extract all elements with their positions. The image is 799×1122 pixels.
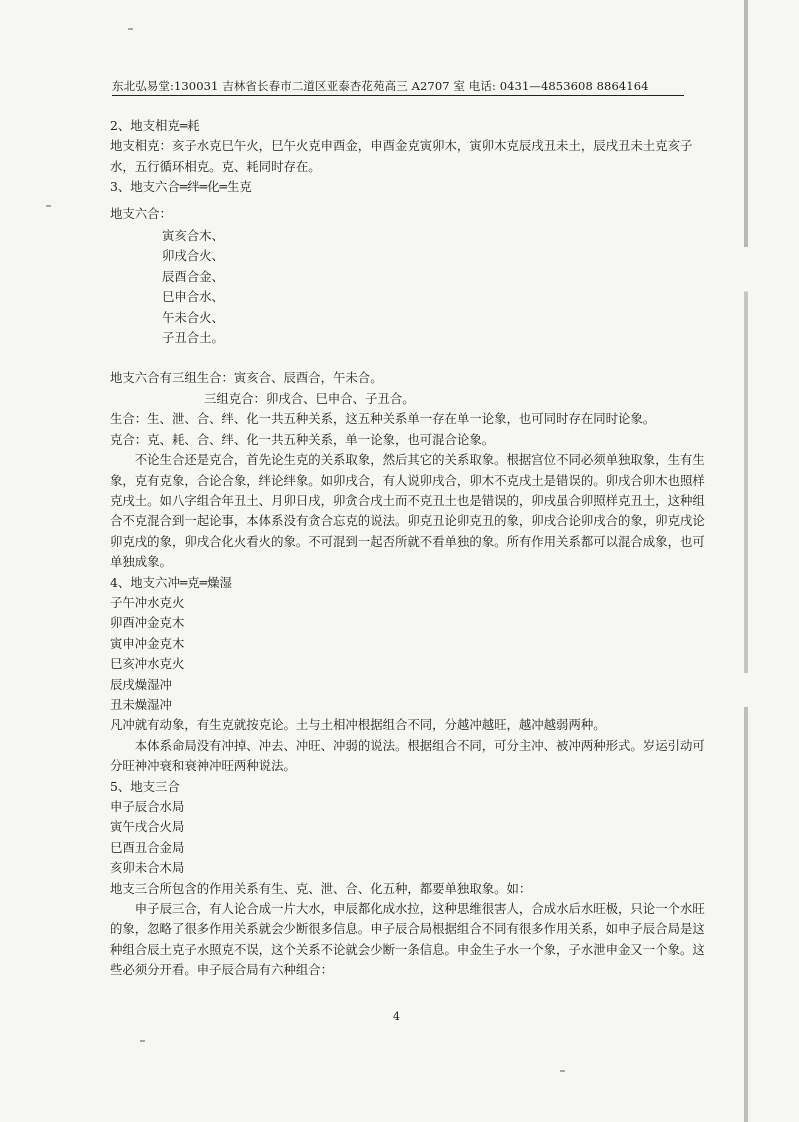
list-item: 寅午戌合火局: [110, 819, 185, 835]
section-3-paragraph: 地支六合有三组生合：寅亥合、辰酉合，午未合。: [110, 370, 383, 386]
list-item: 卯酉冲金克木: [110, 615, 185, 631]
list-item: 卯戌合火、: [162, 248, 224, 264]
list-item: 子午冲水克火: [110, 594, 185, 610]
section-4-paragraph: 凡冲就有动象，有生克就按克论。土与土相冲根据组合不同，分越冲越旺，越冲越弱两种。: [110, 717, 606, 733]
list-item: 辰酉合金、: [162, 268, 224, 284]
list-item: 丑未燥湿冲: [110, 696, 172, 712]
scan-speck: [140, 1040, 145, 1042]
section-5-paragraph: 地支三合所包含的作用关系有生、克、泄、合、化五种，都要单独取象。如：: [110, 880, 532, 896]
section-5-title: 5、地支三合: [110, 778, 180, 794]
header-rule: [112, 95, 684, 96]
section-5-paragraph: 申子辰三合，有人论合成一片大水，申辰都化成水拉，这种思维很害人，合成水后水旺极，只论一个水旺的象，忽略了很多作用关系就会少断很多信息。申子辰合局根据组合不同有很多作用关系，如申子辰合局是这种组合辰土克子水照克不误，这个关系不论就会少断一条信息。申金生子水一个象，子水泄申金又一个象。这些必须分开看。申子辰合局有六种组合：: [110, 901, 705, 978]
section-3-paragraph: 不论生合还是克合，首先论生克的关系取象，然后其它的关系取象。根据宫位不同必须单独取象，生有生象，克有克象，合论合象，绊论绊象。如卯戌合，有人说卯戌合，卯木不克戌土是错误的。卯戌合卯木也照样克戌土。如八字组合年丑土、月卯日戌，卯贪合戌土而不克丑土也是错误的，卯戌虽合卯照样克丑土，这种组合不克混合到一起论事，本体系没有贪合忘克的说法。卯克丑论卯克丑的象，卯戌合论卯戌合的象，卯克戌论卯克戌的象，卯戌合化火看火的象。不可混到一起否所就不看单独的象。所有作用关系都可以混合成象，也可单独成象。: [110, 452, 705, 570]
section-4-title: 4、地支六冲═克═燥湿: [110, 574, 232, 590]
scan-speck: [560, 1070, 565, 1072]
page-number: 4: [393, 1010, 400, 1023]
list-item: 寅申冲金克木: [110, 635, 185, 651]
section-4-paragraph: 本体系命局没有冲掉、冲去、冲旺、冲弱的说法。根据组合不同，可分主冲、被冲两种形式。岁运引动可分旺神冲衰和衰神冲旺两种说法。: [110, 737, 705, 774]
section-2-paragraph: 地支相克：亥子水克巳午火，巳午火克申酉金，申酉金克寅卯木，寅卯木克辰戌丑未土，辰戌丑未土克亥子水，五行循环相克。克、耗同时存在。: [110, 138, 693, 174]
list-item: 巳亥冲水克火: [110, 656, 185, 672]
section-3-label: 地支六合：: [110, 205, 172, 221]
section-3-title: 3、地支六合═绊═化═生克: [110, 179, 252, 195]
sanhe-list: [110, 797, 710, 879]
list-item: 巳申合水、: [162, 289, 224, 305]
list-item: 亥卯未合木局: [110, 860, 185, 876]
page-header: 东北弘易堂:130031 吉林省长春市二道区亚泰杏花苑高三 A2707 室 电话: 0431—4853608 8864164: [112, 79, 649, 93]
list-item: 子丑合土。: [162, 330, 224, 346]
section-3-paragraph: 生合：生、泄、合、绊、化一共五种关系，这五种关系单一存在单一论象，也可同时存在同时论象。: [110, 411, 656, 427]
list-item: 寅亥合木、: [162, 228, 224, 244]
scan-edge-mark: [744, 0, 748, 1122]
list-item: 辰戌燥湿冲: [110, 676, 172, 692]
list-item: 巳酉丑合金局: [110, 839, 185, 855]
list-item: 申子辰合水局: [110, 799, 185, 814]
main-content: [110, 116, 710, 981]
section-3-paragraph: 三组克合：卯戌合、巳申合、子丑合。: [204, 390, 415, 406]
scan-speck: [128, 28, 133, 30]
liuhe-list: [110, 226, 710, 348]
scan-speck: [46, 205, 51, 207]
list-item: 午未合火、: [162, 309, 224, 325]
liuchong-list: [110, 593, 710, 715]
section-3-paragraph: 克合：克、耗、合、绊、化一共五种关系，单一论象，也可混合论象。: [110, 431, 495, 447]
section-2-title: 2、地支相克═耗: [110, 118, 200, 133]
